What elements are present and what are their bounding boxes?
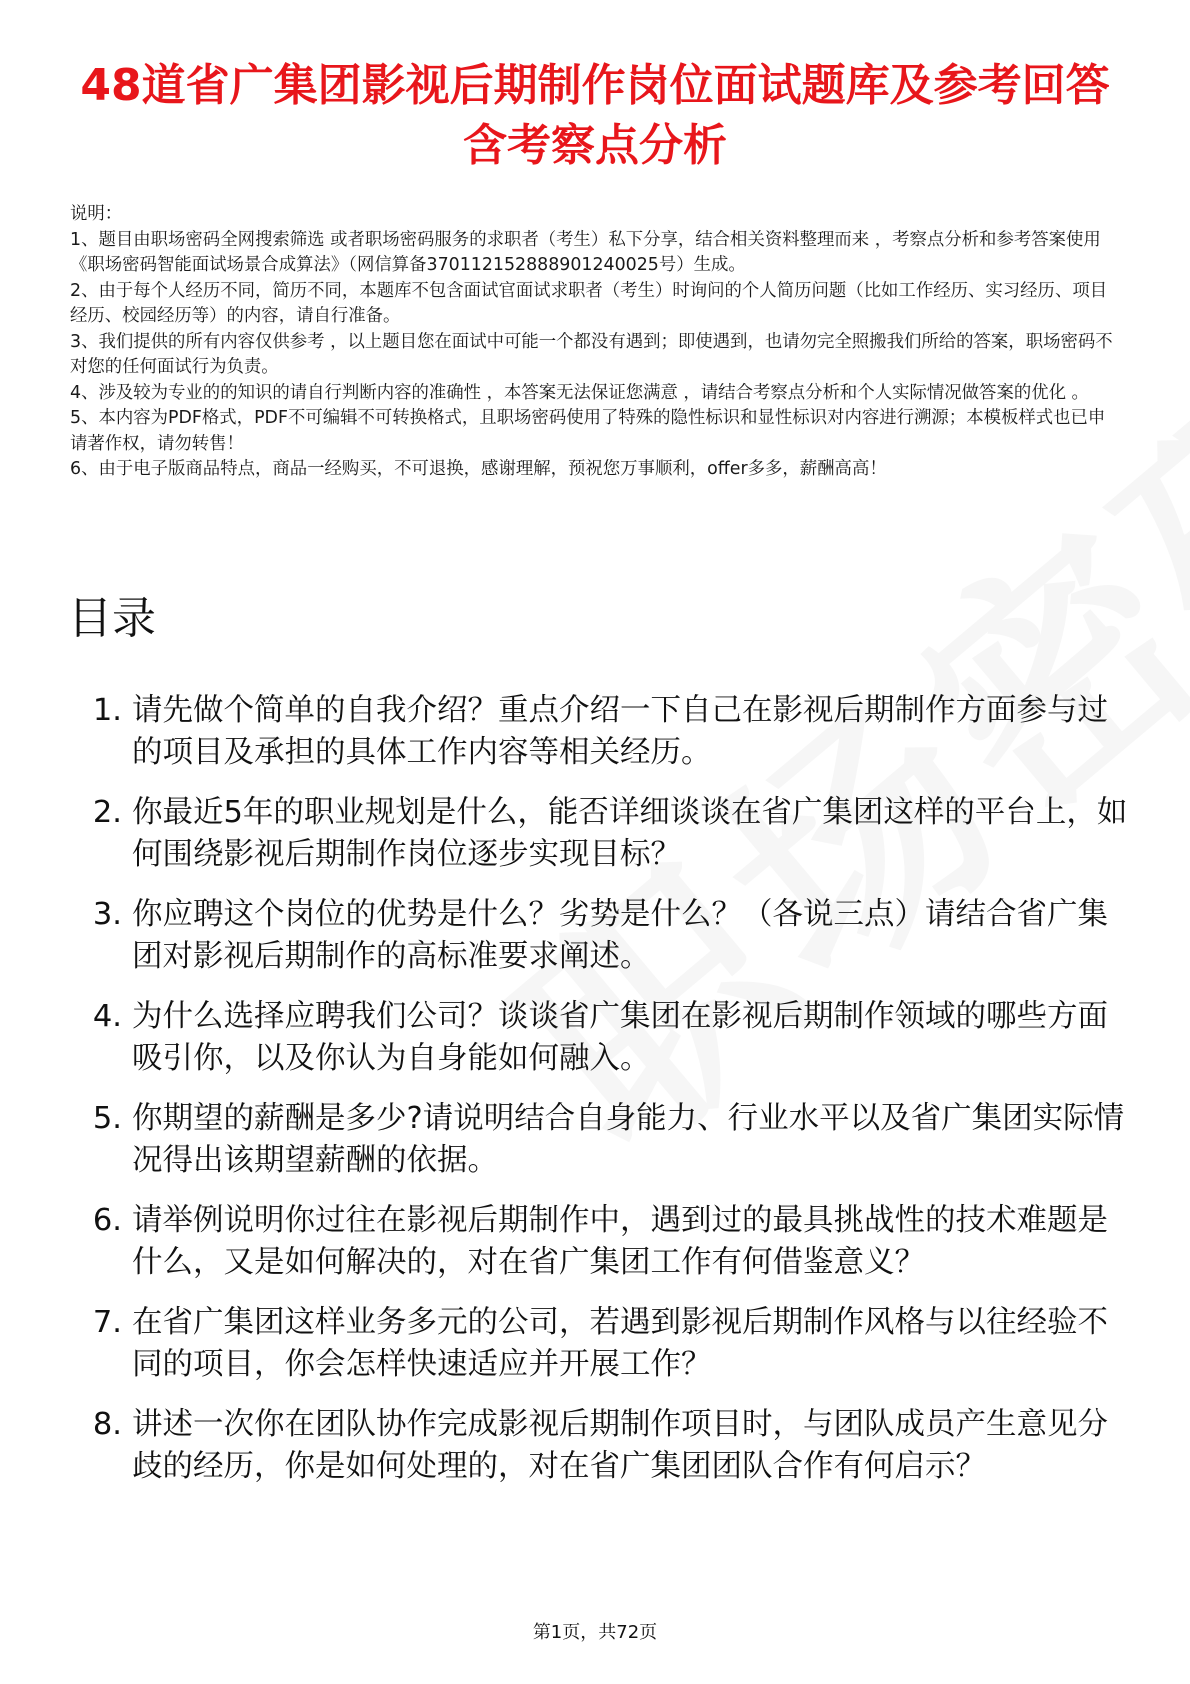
- note-item: 2、由于每个人经历不同，简历不同，本题库不包含面试官面试求职者（考生）时询问的个人简历问题（比如工作经历、实习经历、项目经历、校园经历等）的内容，请自行准备。: [70, 280, 1108, 326]
- toc-item[interactable]: [70, 792, 1130, 876]
- toc-list: [70, 690, 1130, 1506]
- toc-item-text: 你期望的薪酬是多少?请说明结合自身能力、行业水平以及省广集团实际情况得出该期望薪酬的依据。: [132, 1101, 1125, 1178]
- toc-item[interactable]: [70, 1404, 1130, 1488]
- toc-item-text: 你应聘这个岗位的优势是什么？劣势是什么？（各说三点）请结合省广集团对影视后期制作的高标准要求阐述。: [132, 897, 1108, 974]
- toc-item[interactable]: [70, 894, 1130, 978]
- toc-item-text: 为什么选择应聘我们公司？谈谈省广集团在影视后期制作领域的哪些方面吸引你，以及你认为自身能如何融入。: [132, 999, 1108, 1076]
- toc-item[interactable]: [70, 1098, 1130, 1182]
- document-title: 48道省广集团影视后期制作岗位面试题库及参考回答含考察点分析: [80, 60, 1110, 171]
- note-item: 1、题目由职场密码全网搜索筛选 或者职场密码服务的求职者（考生）私下分享，结合相关资料整理而来 ，考察点分析和参考答案使用《职场密码智能面试场景合成算法》（网信算备370112152888901240025号）生成。: [70, 229, 1101, 275]
- toc-item-text: 请先做个简单的自我介绍？重点介绍一下自己在影视后期制作方面参与过的项目及承担的具体工作内容等相关经历。: [132, 693, 1108, 770]
- toc-item-number: 1.: [92, 693, 122, 728]
- toc-item[interactable]: [70, 690, 1130, 774]
- toc-item-text: 你最近5年的职业规划是什么，能否详细谈谈在省广集团这样的平台上，如何围绕影视后期制作岗位逐步实现目标？: [132, 795, 1128, 872]
- toc-item-text: 讲述一次你在团队协作完成影视后期制作项目时，与团队成员产生意见分歧的经历，你是如何处理的，对在省广集团团队合作有何启示？: [132, 1407, 1108, 1484]
- toc-item[interactable]: [70, 1302, 1130, 1386]
- toc-item-number: 2.: [92, 795, 122, 830]
- note-item: 6、由于电子版商品特点，商品一经购买，不可退换，感谢理解，预祝您万事顺利，offer多多，薪酬高高！: [70, 459, 887, 479]
- toc-item-number: 4.: [92, 999, 122, 1034]
- note-item: 3、我们提供的所有内容仅供参考 ，以上题目您在面试中可能一个都没有遇到；即使遇到，也请勿完全照搬我们所给的答案，职场密码不对您的任何面试行为负责。: [70, 331, 1113, 377]
- notes-section: [70, 202, 1120, 483]
- note-item: 4、涉及较为专业的的知识的请自行判断内容的准确性 ，本答案无法保证您满意 ，请结合考察点分析和个人实际情况做答案的优化 。: [70, 382, 1089, 403]
- toc-item[interactable]: [70, 1200, 1130, 1284]
- toc-item-number: 8.: [92, 1407, 122, 1442]
- toc-item[interactable]: [70, 996, 1130, 1080]
- page-footer: 第1页，共72页: [532, 1622, 658, 1643]
- toc-item-number: 3.: [92, 897, 122, 932]
- toc-item-number: 5.: [92, 1101, 122, 1136]
- notes-heading: 说明：: [70, 204, 123, 224]
- toc-item-number: 7.: [92, 1305, 122, 1340]
- toc-item-text: 在省广集团这样业务多元的公司，若遇到影视后期制作风格与以往经验不同的项目，你会怎样快速适应并开展工作？: [132, 1305, 1108, 1382]
- note-item: 5、本内容为PDF格式，PDF不可编辑不可转换格式，且职场密码使用了特殊的隐性标识和显性标识对内容进行溯源；本模板样式也已申请著作权，请勿转售！: [70, 408, 1106, 454]
- toc-item-number: 6.: [92, 1203, 122, 1238]
- toc-heading: 目录: [68, 593, 156, 644]
- toc-item-text: 请举例说明你过往在影视后期制作中，遇到过的最具挑战性的技术难题是什么，又是如何解决的，对在省广集团工作有何借鉴意义？: [132, 1203, 1108, 1280]
